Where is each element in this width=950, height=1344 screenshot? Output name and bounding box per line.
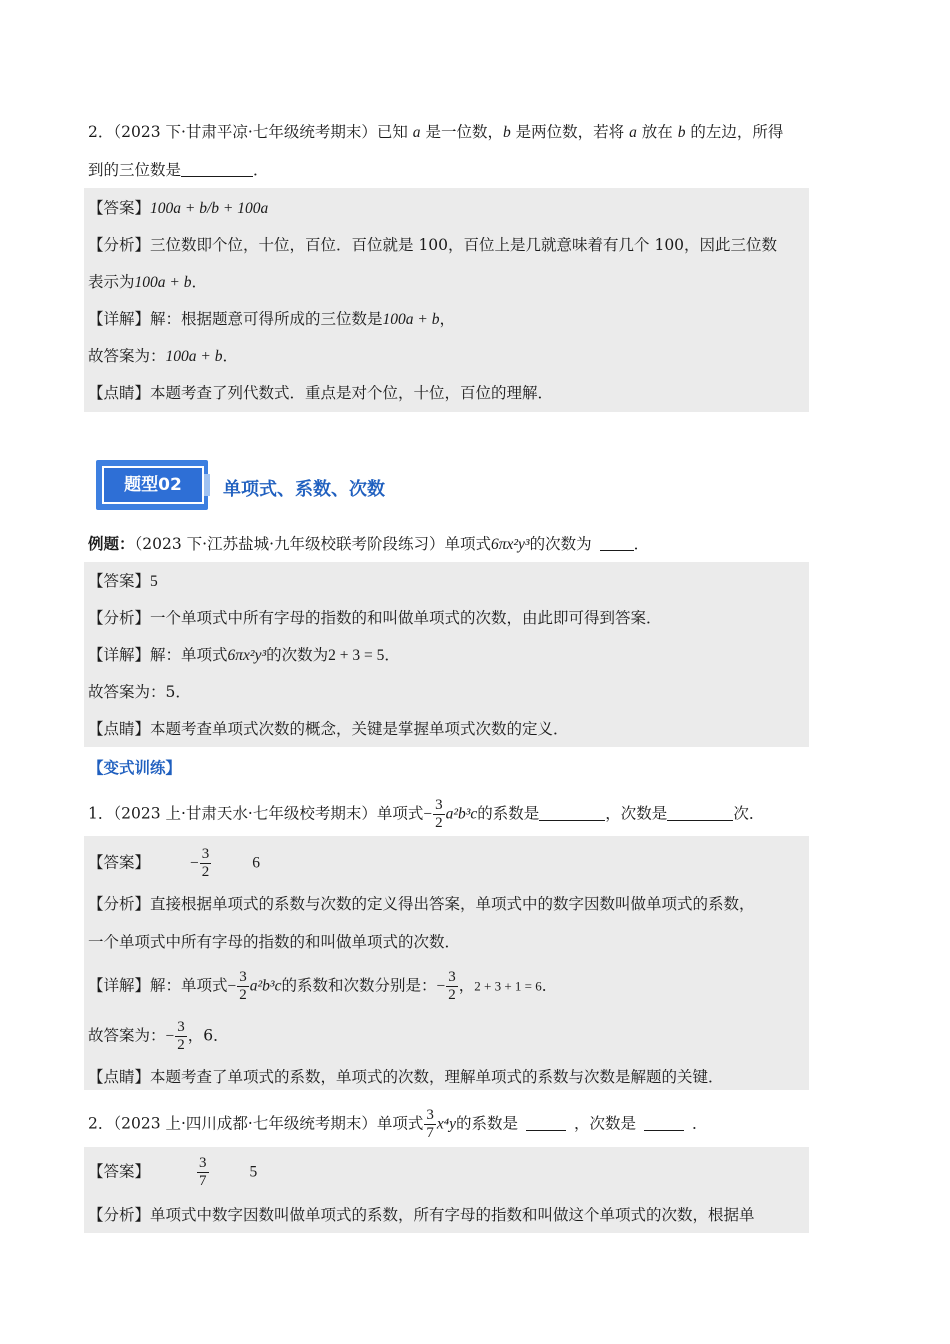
variant-question-1: 1．（2023 上·甘肃天水·七年级校考期末）单项式− $\frac{3}{2}$ a²b³c的系数是 ，次数是 次． (88, 797, 765, 831)
section-badge: 题型02 (96, 460, 212, 514)
analysis-row-2: 表示为100a + b． (88, 273, 207, 291)
answer-row: 【答案】100a + b/b + 100a (88, 199, 269, 217)
section-title: 单项式、系数、次数 (223, 479, 385, 500)
answer-blank (644, 1116, 684, 1131)
question-2-line-2: 到的三位数是 ． (88, 161, 269, 179)
answer-blank (539, 806, 605, 821)
analysis-row-2: 一个单项式中所有字母的指数的和叫做单项式的次数． (88, 933, 461, 951)
comment-row: 【点睛】本题考查了列代数式．重点是对个位，十位，百位的理解． (88, 384, 554, 402)
analysis-row: 【分析】直接根据单项式的系数与次数的定义得出答案，单项式中的数字因数叫做单项式的系数， (88, 895, 755, 913)
variant-question-2: 2．（2023 上·四川成都·七年级统考期末）单项式 $\frac{3}{7}$ x⁴y的系数是 ，次数是 ． (88, 1107, 708, 1141)
fraction: $\frac{3}{2}$ (201, 846, 210, 880)
answer-blank (600, 536, 634, 551)
conclusion-row: 故答案为：100a + b． (88, 347, 238, 365)
comment-row: 【点睛】本题考查单项式次数的概念，关键是掌握单项式次数的定义． (88, 720, 569, 738)
conclusion-row: 故答案为：5． (88, 683, 191, 701)
answer-row: 【答案】 $\frac{3}{7}$ 5 (88, 1155, 258, 1189)
answer-row: 【答案】5 (88, 572, 158, 590)
detail-row: 【详解】解：根据题意可得所成的三位数是100a + b， (88, 310, 456, 328)
analysis-row: 【分析】三位数即个位，十位，百位．百位就是 100，百位上是几就意味着有几个 100，因此三位数 (88, 236, 778, 254)
fraction: $\frac{3}{7}$ (199, 1155, 207, 1189)
answer-blank (667, 806, 733, 821)
analysis-row: 【分析】一个单项式中所有字母的指数的和叫做单项式的次数，由此即可得到答案． (88, 609, 662, 627)
analysis-row: 【分析】单项式中数字因数叫做单项式的系数，所有字母的指数和叫做这个单项式的次数，根据单 (88, 1206, 755, 1224)
fraction: $\frac{3}{2}$ (435, 797, 443, 831)
question-2-line-1: 2．（2023 下·甘肃平凉·七年级统考期末）已知 a 是一位数，b 是两位数，若将 a 放在 b 的左边，所得 (88, 123, 784, 141)
answer-blank (526, 1116, 566, 1131)
detail-row: 【详解】解：单项式− $\frac{3}{2}$ a²b³c的系数和次数分别是：− $\frac{3}{2}$ ，2 + 3 + 1 = 6． (88, 969, 558, 1003)
fraction: $\frac{3}{2}$ (177, 1019, 185, 1053)
variant-heading: 【变式训练】 (88, 758, 182, 777)
fraction: $\frac{3}{2}$ (448, 969, 456, 1003)
answer-row: 【答案】 − $\frac{3}{2}$ 6 (88, 846, 261, 880)
fraction: $\frac{3}{7}$ (426, 1107, 434, 1141)
detail-row: 【详解】解：单项式6πx²y³的次数为2 + 3 = 5． (88, 646, 400, 664)
comment-row: 【点睛】本题考查了单项式的系数，单项式的次数，理解单项式的系数与次数是解题的关键． (88, 1068, 724, 1086)
solution-box (84, 188, 809, 412)
answer-blank (181, 162, 253, 177)
example-line: 例题：（2023 下·江苏盐城·九年级校联考阶段练习）单项式6πx²y³的次数为 ． (88, 534, 650, 553)
conclusion-row: 故答案为：− $\frac{3}{2}$ ，6． (88, 1019, 229, 1053)
fraction: $\frac{3}{2}$ (239, 969, 247, 1003)
